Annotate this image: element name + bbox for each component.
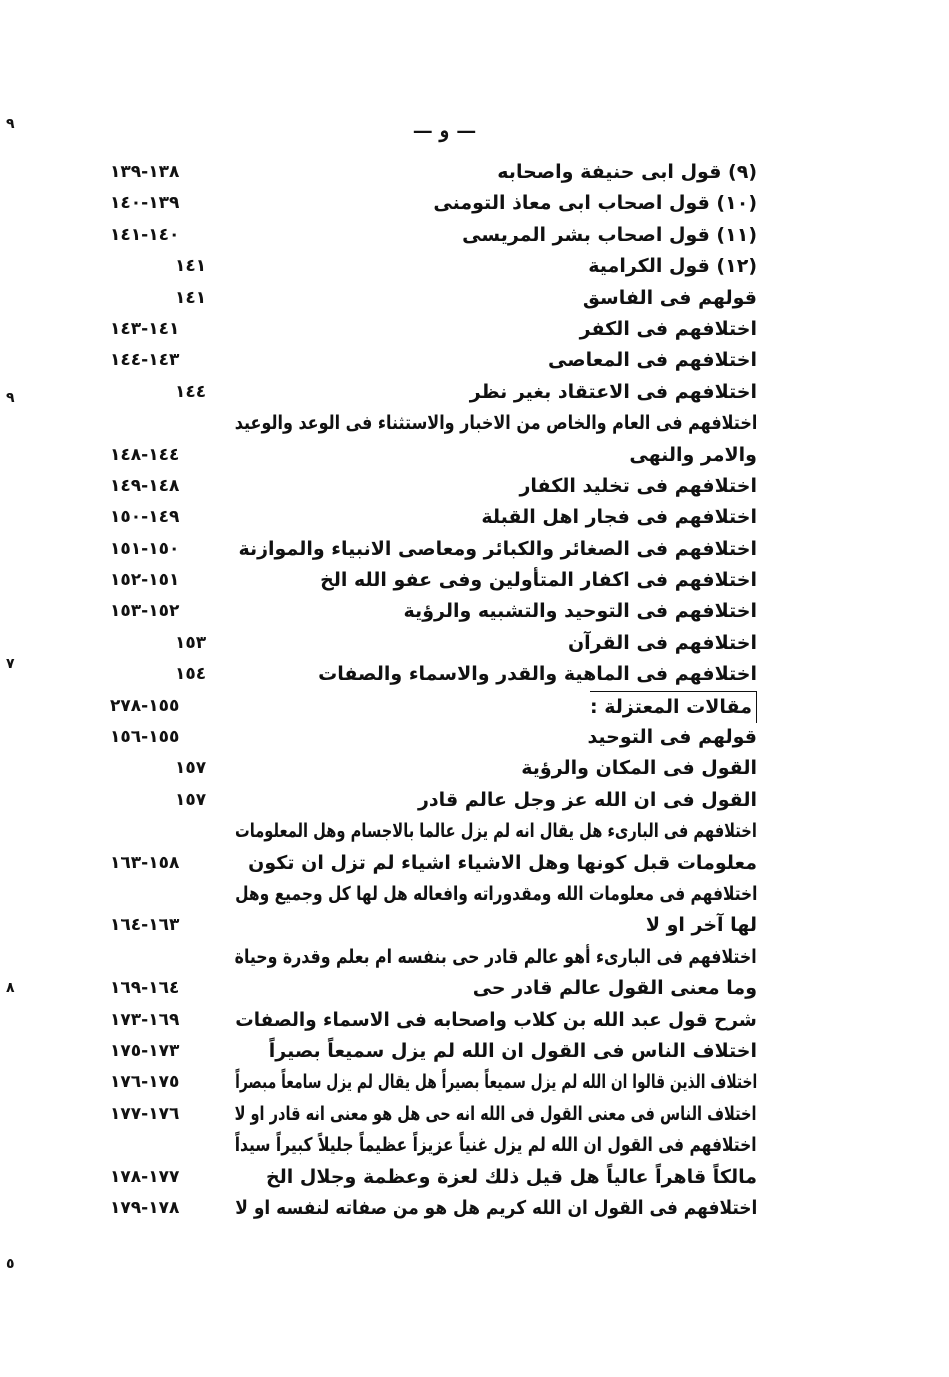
toc-page-range: ١٥٢-١٥٣ bbox=[110, 601, 180, 622]
toc-page-range: ١٥٧ bbox=[175, 789, 207, 810]
toc-row bbox=[0, 251, 949, 282]
toc-row bbox=[0, 1036, 949, 1067]
toc-page-range: ١٤٠-١٤١ bbox=[110, 224, 180, 245]
toc-row bbox=[0, 565, 949, 596]
toc-entry-text: اختلافهم فى البارىء هل يقال انه لم يزل عالما بالاجسام وهل المعلومات bbox=[235, 820, 757, 843]
toc-page-range: ١٤٨-١٤٩ bbox=[110, 475, 180, 496]
toc-entry-text: والامر والنهى bbox=[629, 443, 757, 466]
toc-page-range: ١٥٣ bbox=[175, 632, 207, 653]
toc-page-range: ١٤٩-١٥٠ bbox=[110, 507, 180, 528]
toc-page-range: ١٥٤ bbox=[175, 664, 207, 685]
margin-mark: ٩ bbox=[6, 390, 15, 406]
toc-entry-text: اختلافهم فى البارىء أهو عالم قادر حى بنفسه ام بعلم وقدرة وحياة bbox=[235, 945, 757, 968]
toc-row bbox=[0, 345, 949, 376]
toc-row bbox=[0, 753, 949, 784]
toc-page-range: ١٧٥-١٧٦ bbox=[110, 1072, 180, 1093]
toc-entry-text: اختلاف الناس فى القول ان الله لم يزل سميعاً بصيراً bbox=[268, 1039, 757, 1062]
toc-row bbox=[0, 1162, 949, 1193]
toc-page-range: ١٣٩-١٤٠ bbox=[110, 193, 180, 214]
toc-row bbox=[0, 314, 949, 345]
toc-page-range: ١٥٨-١٦٣ bbox=[110, 852, 180, 873]
toc-row bbox=[0, 910, 949, 941]
toc-row bbox=[0, 691, 949, 722]
toc-entry-text: اختلافهم فى التوحيد والتشبيه والرؤية bbox=[403, 600, 757, 623]
toc-entry-text: اختلافهم فى العام والخاص من الاخبار والاستثناء فى الوعد والوعيد bbox=[234, 412, 757, 435]
toc-row bbox=[0, 188, 949, 219]
toc-page-range: ١٤٤ bbox=[175, 381, 207, 402]
toc-row bbox=[0, 785, 949, 816]
toc-page-range: ١٥٠-١٥١ bbox=[110, 538, 180, 559]
toc-row bbox=[0, 879, 949, 910]
toc-row bbox=[0, 628, 949, 659]
toc-page-range: ١٣٨-١٣٩ bbox=[110, 162, 180, 182]
toc-entry-text: اختلافهم فى المعاصى bbox=[548, 349, 757, 372]
toc-page-range: ١٤١-١٤٣ bbox=[110, 318, 180, 339]
toc-entry-text: القول فى ان الله عز وجل عالم قادر bbox=[417, 788, 757, 811]
toc-entry-text: اختلاف الذين قالوا ان الله لم يزل سميعاً بصيراً هل يقال لم يزل سامعاً مبصراً bbox=[234, 1071, 757, 1094]
section-heading: مقالات المعتزلة : bbox=[590, 691, 757, 723]
toc-page-range: ١٧٨-١٧٩ bbox=[110, 1197, 180, 1218]
toc-entry-text: اختلافهم فى معلومات الله ومقدوراته وافعاله هل لها كل وجميع وهل bbox=[234, 882, 757, 905]
toc-entry-text: شرح قول عبد الله بن كلاب واصحابه فى الاسماء والصفات bbox=[235, 1008, 757, 1031]
page-label: — و — bbox=[412, 118, 477, 142]
toc-row bbox=[0, 471, 949, 502]
toc-row bbox=[0, 440, 949, 471]
toc-entry-text: اختلافهم فى اكفار المتأولين وفى عفو الله الخ bbox=[320, 569, 757, 592]
toc-row bbox=[0, 157, 949, 188]
toc-page-range: ١٤٣-١٤٤ bbox=[110, 350, 180, 371]
toc-row bbox=[0, 1099, 949, 1130]
toc-row bbox=[0, 1130, 949, 1161]
toc-page-range: ١٥١-١٥٢ bbox=[110, 570, 180, 591]
toc-page-range: ١٤١ bbox=[175, 287, 207, 308]
toc-entry-text: قولهم فى الفاسق bbox=[582, 286, 757, 309]
toc-entry-text: مالكاً قاهراً عالياً هل قيل ذلك لعزة وعظمة وجلال الخ bbox=[265, 1165, 757, 1188]
toc-entry-text: (١٢) قول الكرامية bbox=[588, 255, 757, 278]
toc-row bbox=[0, 596, 949, 627]
toc-page-range: ١٤١ bbox=[175, 256, 207, 277]
toc-entry-text: اختلافهم فى القرآن bbox=[567, 631, 757, 654]
toc-page-range: ١٧٣-١٧٥ bbox=[110, 1040, 180, 1061]
toc-entry-text: اختلافهم فى فجار اهل القبلة bbox=[481, 506, 757, 529]
toc-entry-text: القول فى المكان والرؤية bbox=[521, 757, 757, 780]
toc-entry-text: اختلافهم فى القول ان الله لم يزل غنياً عزيزاً عظيماً جليلاً كبيراً سيداً bbox=[235, 1134, 757, 1157]
toc-entry-text: اختلافهم فى الكفر bbox=[579, 317, 757, 340]
margin-mark: ٥ bbox=[6, 1256, 15, 1272]
toc-page-range: ١٧٦-١٧٧ bbox=[110, 1103, 180, 1124]
margin-mark: ٨ bbox=[6, 980, 15, 996]
toc-row bbox=[0, 502, 949, 533]
toc-entry-text: قولهم فى التوحيد bbox=[587, 726, 757, 749]
toc-row bbox=[0, 408, 949, 439]
toc-page-range: ١٧٧-١٧٨ bbox=[110, 1166, 180, 1187]
toc-entry-text: اختلافهم فى الاعتقاد بغير نظر bbox=[469, 380, 757, 403]
toc-row bbox=[0, 283, 949, 314]
toc-page-range: ١٥٥-٢٧٨ bbox=[110, 695, 180, 716]
toc-entry-text: اختلافهم فى القول ان الله كريم هل هو من صفاته لنفسه او لا bbox=[234, 1196, 757, 1219]
toc-entry-text: اختلاف الناس فى معنى القول فى الله انه حى هل هو معنى انه قادر او لا bbox=[235, 1102, 757, 1125]
margin-mark: ٧ bbox=[6, 656, 15, 672]
toc-entry-text: (١٠) قول اصحاب ابى معاذ التومنى bbox=[433, 192, 757, 215]
toc-page-range: ١٤٤-١٤٨ bbox=[110, 444, 180, 465]
toc-entry-text: لها آخر او لا bbox=[645, 914, 757, 937]
toc-row bbox=[0, 942, 949, 973]
toc-entry-text: اختلافهم فى تخليد الكفار bbox=[519, 474, 757, 497]
toc-row bbox=[0, 377, 949, 408]
margin-mark: ٩ bbox=[6, 116, 15, 132]
toc-page-range: ١٦٤-١٦٩ bbox=[110, 978, 180, 999]
toc-entry-text: وما معنى القول عالم قادر حى bbox=[472, 977, 757, 1000]
toc-entry-text: معلومات قبل كونها وهل الاشياء اشياء لم تزل ان تكون bbox=[248, 851, 757, 874]
toc-row bbox=[0, 534, 949, 565]
toc-row bbox=[0, 722, 949, 753]
toc-entry-text: (٩) قول ابى حنيفة واصحابه bbox=[497, 161, 757, 183]
toc-row bbox=[0, 1067, 949, 1098]
toc-row bbox=[0, 1193, 949, 1224]
toc-row bbox=[0, 1005, 949, 1036]
toc-entry-text: (١١) قول اصحاب بشر المريسى bbox=[462, 223, 757, 246]
toc-row bbox=[0, 848, 949, 879]
toc-page-range: ١٥٥-١٥٦ bbox=[110, 727, 180, 748]
toc-page-range: ١٦٣-١٦٤ bbox=[110, 915, 180, 936]
toc-row bbox=[0, 816, 949, 847]
toc-row bbox=[0, 659, 949, 690]
toc-page-range: ١٥٧ bbox=[175, 758, 207, 779]
page-header bbox=[0, 118, 949, 142]
toc-page-range: ١٦٩-١٧٣ bbox=[110, 1009, 180, 1030]
toc-entry-text: اختلافهم فى الماهية والقدر والاسماء والصفات bbox=[318, 663, 757, 686]
toc-entry-text: اختلافهم فى الصغائر والكبائر ومعاصى الانبياء والموازنة bbox=[238, 537, 757, 560]
toc-row bbox=[0, 220, 949, 251]
table-of-contents bbox=[0, 157, 949, 1224]
toc-row bbox=[0, 973, 949, 1004]
